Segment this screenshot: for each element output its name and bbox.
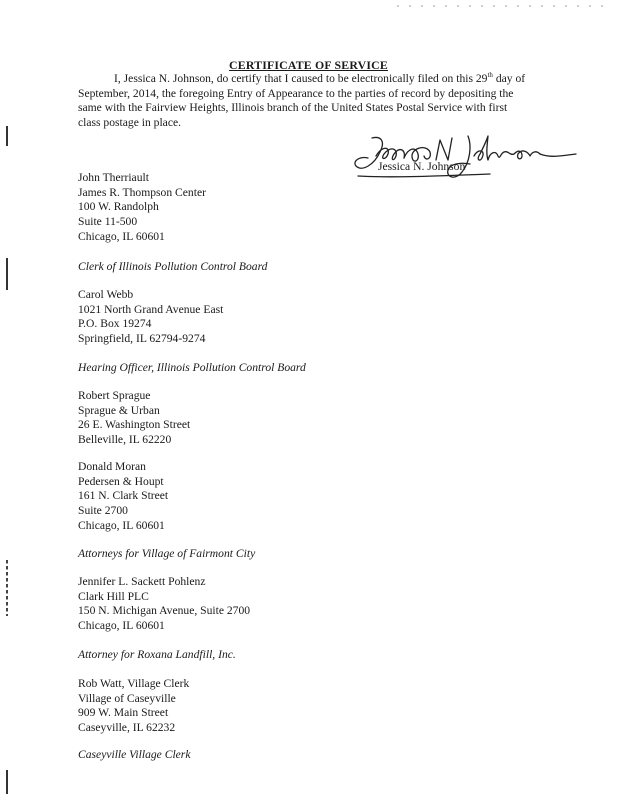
scan-edge-mark <box>6 560 8 616</box>
address-line: Chicago, IL 60601 <box>78 518 165 532</box>
address-line: Jennifer L. Sackett Pohlenz <box>78 575 206 588</box>
address-line: P.O. Box 19274 <box>78 317 152 331</box>
recipient-role-caption: Attorneys for Village of Fairmont City <box>78 547 256 560</box>
address-line: 161 N. Clark Street <box>78 489 169 503</box>
address-line: 1021 North Grand Avenue East <box>78 302 224 316</box>
address-line: 100 W. Randolph <box>78 200 159 214</box>
ordinal-suffix: th <box>487 71 493 80</box>
address-line: Caseyville, IL 62232 <box>78 721 176 735</box>
recipient-address-block <box>78 460 168 534</box>
recipient-role-caption: Attorney for Roxana Landfill, Inc. <box>78 648 236 661</box>
signatory-printed-name: Jessica N. Johnson <box>378 160 466 173</box>
recipient-role-caption: Caseyville Village Clerk <box>78 748 191 761</box>
address-line: John Therriault <box>78 171 149 184</box>
address-line: Rob Watt, Village Clerk <box>78 677 190 690</box>
recipient-role-caption: Clerk of Illinois Pollution Control Board <box>78 260 268 273</box>
address-line: Village of Caseyville <box>78 691 176 705</box>
address-line: Chicago, IL 60601 <box>78 229 165 243</box>
address-line: Carol Webb <box>78 288 134 301</box>
scan-edge-mark <box>6 126 8 146</box>
recipient-address-block <box>78 389 190 448</box>
certification-line: same with the Fairview Heights, Illinois branch of the United States Postal Service with first <box>78 101 508 115</box>
recipient-address-block <box>78 677 189 736</box>
recipient-address-block <box>78 288 223 347</box>
certification-line: September, 2014, the foregoing Entry of Appearance to the parties of record by depositing the <box>78 86 514 100</box>
scan-edge-mark <box>6 258 8 290</box>
document-title: CERTIFICATE OF SERVICE <box>229 58 388 72</box>
address-line: Chicago, IL 60601 <box>78 619 165 633</box>
certification-paragraph <box>78 72 548 131</box>
address-line: Robert Sprague <box>78 389 151 402</box>
address-line: Springfield, IL 62794-9274 <box>78 332 206 346</box>
address-line: Donald Moran <box>78 460 146 473</box>
certification-line: I, Jessica N. Johnson, do certify that I caused to be electronically filed on this 29th day of <box>114 71 526 85</box>
recipient-address-block <box>78 575 250 634</box>
scan-dot-artifacts <box>392 4 612 8</box>
recipient-role-caption: Hearing Officer, Illinois Pollution Control Board <box>78 361 306 374</box>
address-line: Clark Hill PLC <box>78 589 149 603</box>
address-line: Pedersen & Houpt <box>78 474 164 488</box>
address-line: 150 N. Michigan Avenue, Suite 2700 <box>78 604 251 618</box>
address-line: Suite 2700 <box>78 504 128 518</box>
handwritten-signature <box>350 132 580 184</box>
scan-edge-mark <box>6 770 8 794</box>
address-line: Suite 11-500 <box>78 215 138 229</box>
address-line: 909 W. Main Street <box>78 706 169 720</box>
address-line: James R. Thompson Center <box>78 185 206 199</box>
address-line: 26 E. Washington Street <box>78 418 191 432</box>
certification-line: class postage in place. <box>78 116 182 130</box>
recipient-address-block <box>78 171 206 245</box>
address-line: Belleville, IL 62220 <box>78 433 172 447</box>
address-line: Sprague & Urban <box>78 403 160 417</box>
